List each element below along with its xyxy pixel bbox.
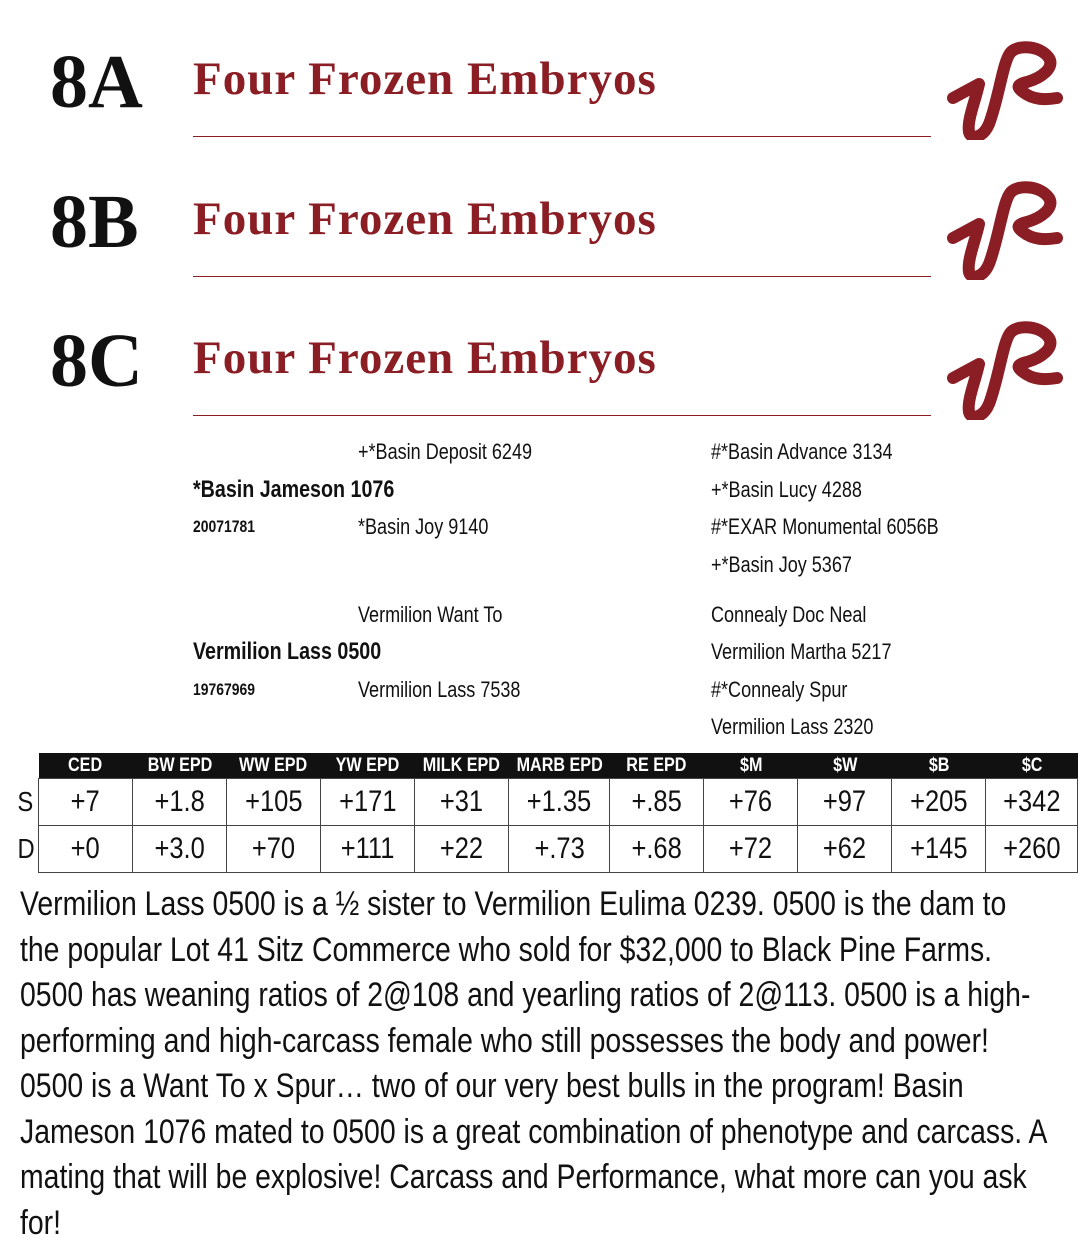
epd-cell: +31: [415, 779, 509, 826]
epd-header: BW EPD: [133, 753, 227, 779]
description-line: Vermilion Lass 0500 is a ½ sister to Vermilion Eulima 0239. 0500 is the dam to: [20, 885, 1007, 923]
dam-dam-dam: Vermilion Lass 2320: [711, 714, 874, 739]
dam-dam-sire: #*Connealy Spur: [711, 677, 848, 702]
epd-cell: +342: [986, 779, 1078, 826]
epd-cell: +72: [704, 826, 798, 873]
epd-cell: +70: [227, 826, 321, 873]
epd-cell: +205: [892, 779, 986, 826]
epd-header: RE EPD: [610, 753, 704, 779]
vr-brand-icon: [945, 180, 1063, 280]
table-row: [16, 826, 1078, 873]
epd-cell: +145: [892, 826, 986, 873]
lot-8b: [0, 140, 1091, 280]
table-row: [16, 779, 1078, 826]
lot-title: Four Frozen Embryos: [193, 193, 657, 245]
lot-number: 8B: [50, 180, 139, 264]
lot-8c: [0, 279, 1091, 419]
description-line: mating that will be explosive! Carcass and Performance, what more can you ask: [20, 1158, 1027, 1196]
epd-cell: +7: [39, 779, 133, 826]
description-line: for!: [20, 1203, 62, 1242]
lot-number: 8A: [50, 40, 143, 124]
epd-header: $C: [986, 753, 1078, 779]
description-line: 0500 is a Want To x Spur… two of our very best bulls in the program! Basin: [20, 1067, 964, 1105]
description-line: the popular Lot 41 Sitz Commerce who sold for $32,000 to Black Pine Farms.: [20, 930, 993, 969]
epd-cell: +3.0: [133, 826, 227, 873]
dam-dam: Vermilion Lass 7538: [358, 677, 521, 702]
epd-cell: +105: [227, 779, 321, 826]
sire-sire: +*Basin Deposit 6249: [358, 439, 533, 464]
epd-header-row: [16, 753, 1078, 779]
epd-header: $W: [798, 753, 892, 779]
epd-header: $M: [704, 753, 798, 779]
epd-header: $B: [892, 753, 986, 779]
epd-cell: +.68: [610, 826, 704, 873]
epd-cell: +0: [39, 826, 133, 873]
sire-dam: *Basin Joy 9140: [358, 514, 489, 539]
epd-cell: +260: [986, 826, 1078, 873]
lot-divider: [193, 415, 931, 416]
dam-sire-sire: Connealy Doc Neal: [711, 602, 867, 627]
epd-header: MARB EPD: [509, 753, 610, 779]
lot-title: Four Frozen Embryos: [193, 53, 657, 105]
epd-cell: +76: [704, 779, 798, 826]
lot-number: 8C: [50, 319, 143, 403]
epd-header: YW EPD: [321, 753, 415, 779]
dam-sire-dam: Vermilion Martha 5217: [711, 639, 892, 664]
sire-dam-dam: +*Basin Joy 5367: [711, 552, 852, 577]
row-label: D: [17, 833, 35, 864]
description-line: 0500 has weaning ratios of 2@108 and yearling ratios of 2@113. 0500 is a high-: [20, 976, 1031, 1014]
epd-cell: +1.8: [133, 779, 227, 826]
description-line: performing and high-carcass female who still possesses the body and power!: [20, 1021, 989, 1060]
epd-cell: +.73: [509, 826, 610, 873]
dam-sire: Vermilion Want To: [358, 602, 503, 627]
sire-dam-sire: #*EXAR Monumental 6056B: [711, 514, 939, 539]
epd-cell: +62: [798, 826, 892, 873]
epd-header: CED: [39, 753, 133, 779]
epd-cell: +1.35: [509, 779, 610, 826]
sire-name: *Basin Jameson 1076: [193, 476, 395, 503]
sire-sire-dam: +*Basin Lucy 4288: [711, 477, 862, 502]
epd-cell: +22: [415, 826, 509, 873]
dam-name: Vermilion Lass 0500: [193, 638, 382, 665]
lot-8a: [0, 0, 1091, 140]
sire-registration: 20071781: [193, 517, 256, 536]
lot-divider: [193, 276, 931, 277]
epd-header: MILK EPD: [415, 753, 509, 779]
sire-sire-sire: #*Basin Advance 3134: [711, 439, 893, 464]
lot-description: [20, 882, 1064, 1246]
epd-cell: +97: [798, 779, 892, 826]
epd-cell: +.85: [610, 779, 704, 826]
lot-divider: [193, 136, 931, 137]
row-label: S: [17, 786, 34, 817]
description-line: Jameson 1076 mated to 0500 is a great combination of phenotype and carcass. A: [20, 1112, 1048, 1151]
epd-cell: +111: [321, 826, 415, 873]
dam-registration: 19767969: [193, 680, 256, 699]
epd-table: [16, 753, 1078, 873]
epd-header: WW EPD: [227, 753, 321, 779]
vr-brand-icon: [945, 320, 1063, 420]
epd-cell: +171: [321, 779, 415, 826]
vr-brand-icon: [945, 40, 1063, 140]
lot-title: Four Frozen Embryos: [193, 332, 657, 384]
